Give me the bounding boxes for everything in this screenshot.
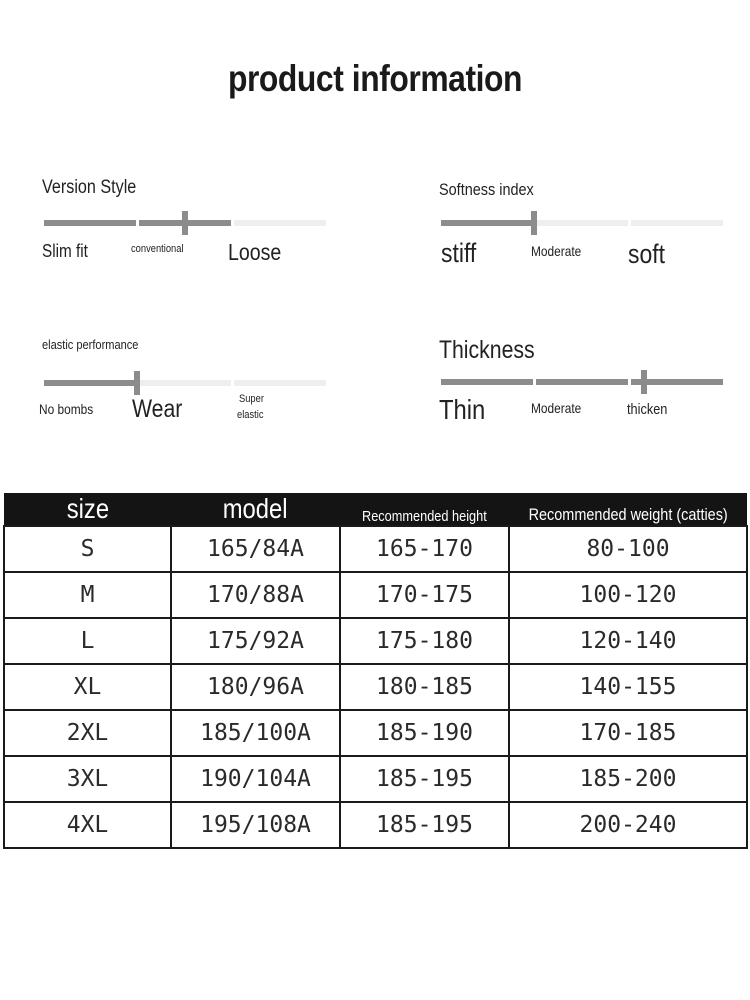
page-title: product information	[227, 58, 523, 99]
size-cell: M	[4, 572, 171, 618]
model-cell: 165/84A	[171, 526, 340, 572]
size-cell: XL	[4, 664, 171, 710]
table-row	[4, 572, 747, 618]
height-cell: 175-180	[340, 618, 509, 664]
height-cell: 165-170	[340, 526, 509, 572]
size-cell: L	[4, 618, 171, 664]
weight-cell: 170-185	[509, 710, 747, 756]
softness-index-track	[441, 220, 723, 226]
table-row	[4, 664, 747, 710]
elastic-performance-track	[44, 380, 326, 386]
softness-index-label-min: stiff	[441, 238, 477, 268]
softness-index-label-max: soft	[628, 239, 666, 269]
header-model-label: model	[223, 493, 288, 524]
model-cell: 185/100A	[171, 710, 340, 756]
size-cell: 3XL	[4, 756, 171, 802]
header-weight-label: Recommended weight (catties)	[528, 505, 728, 524]
thickness-label-mid: Moderate	[531, 400, 582, 416]
header-height-label: Recommended height	[362, 508, 487, 525]
table-row	[4, 756, 747, 802]
thickness-label-max: thicken	[627, 401, 668, 418]
track-segment	[536, 379, 628, 385]
table-row	[4, 710, 747, 756]
weight-cell: 120-140	[509, 618, 747, 664]
table-row	[4, 526, 747, 572]
version-style-label-mid: conventional	[131, 243, 184, 255]
size-cell: 4XL	[4, 802, 171, 848]
track-segment	[234, 220, 326, 226]
model-cell: 195/108A	[171, 802, 340, 848]
elastic-performance-label-mid: Wear	[132, 395, 183, 423]
weight-cell: 185-200	[509, 756, 747, 802]
elastic-performance-scale	[39, 337, 342, 437]
elastic-performance-label-max-2: elastic	[237, 409, 264, 421]
size-chart-table	[3, 493, 748, 849]
height-cell: 185-195	[340, 802, 509, 848]
weight-cell: 140-155	[509, 664, 747, 710]
thickness-marker	[641, 370, 647, 394]
softness-index-label-mid: Moderate	[531, 243, 582, 259]
elastic-performance-marker	[134, 371, 140, 395]
weight-cell: 80-100	[509, 526, 747, 572]
model-cell: 190/104A	[171, 756, 340, 802]
height-cell: 170-175	[340, 572, 509, 618]
elastic-performance-title: elastic performance	[42, 337, 139, 352]
table-row	[4, 618, 747, 664]
table-row	[4, 802, 747, 848]
track-segment	[234, 380, 326, 386]
header-height	[340, 493, 509, 526]
height-cell: 185-190	[340, 710, 509, 756]
track-segment	[139, 380, 231, 386]
thickness-title: Thickness	[439, 336, 535, 364]
model-cell: 170/88A	[171, 572, 340, 618]
track-segment	[441, 379, 533, 385]
version-style-marker	[182, 211, 188, 235]
model-cell: 175/92A	[171, 618, 340, 664]
version-style-title: Version Style	[42, 177, 137, 198]
model-cell: 180/96A	[171, 664, 340, 710]
elastic-performance-label-min: No bombs	[39, 401, 94, 417]
header-size-label: size	[66, 493, 109, 524]
table-header-row	[4, 493, 747, 526]
size-table-body	[4, 526, 747, 848]
softness-index-title: Softness index	[439, 180, 534, 199]
size-cell: S	[4, 526, 171, 572]
version-style-label-max: Loose	[228, 239, 282, 265]
header-model	[171, 493, 340, 526]
track-segment	[536, 220, 628, 226]
header-size	[4, 493, 171, 526]
version-style-label-min: Slim fit	[42, 241, 88, 261]
thickness-track	[441, 379, 723, 385]
size-cell: 2XL	[4, 710, 171, 756]
height-cell: 185-195	[340, 756, 509, 802]
softness-index-marker	[531, 211, 537, 235]
track-segment	[44, 220, 136, 226]
track-segment	[631, 220, 723, 226]
version-style-track	[44, 220, 326, 226]
elastic-performance-label-max: Super	[239, 393, 264, 405]
thickness-scale	[439, 336, 739, 436]
header-weight	[509, 493, 747, 526]
softness-index-scale	[439, 180, 739, 280]
track-segment	[44, 380, 136, 386]
weight-cell: 200-240	[509, 802, 747, 848]
weight-cell: 100-120	[509, 572, 747, 618]
thickness-label-min: Thin	[439, 394, 486, 425]
version-style-scale	[42, 177, 342, 277]
height-cell: 180-185	[340, 664, 509, 710]
track-segment	[441, 220, 533, 226]
